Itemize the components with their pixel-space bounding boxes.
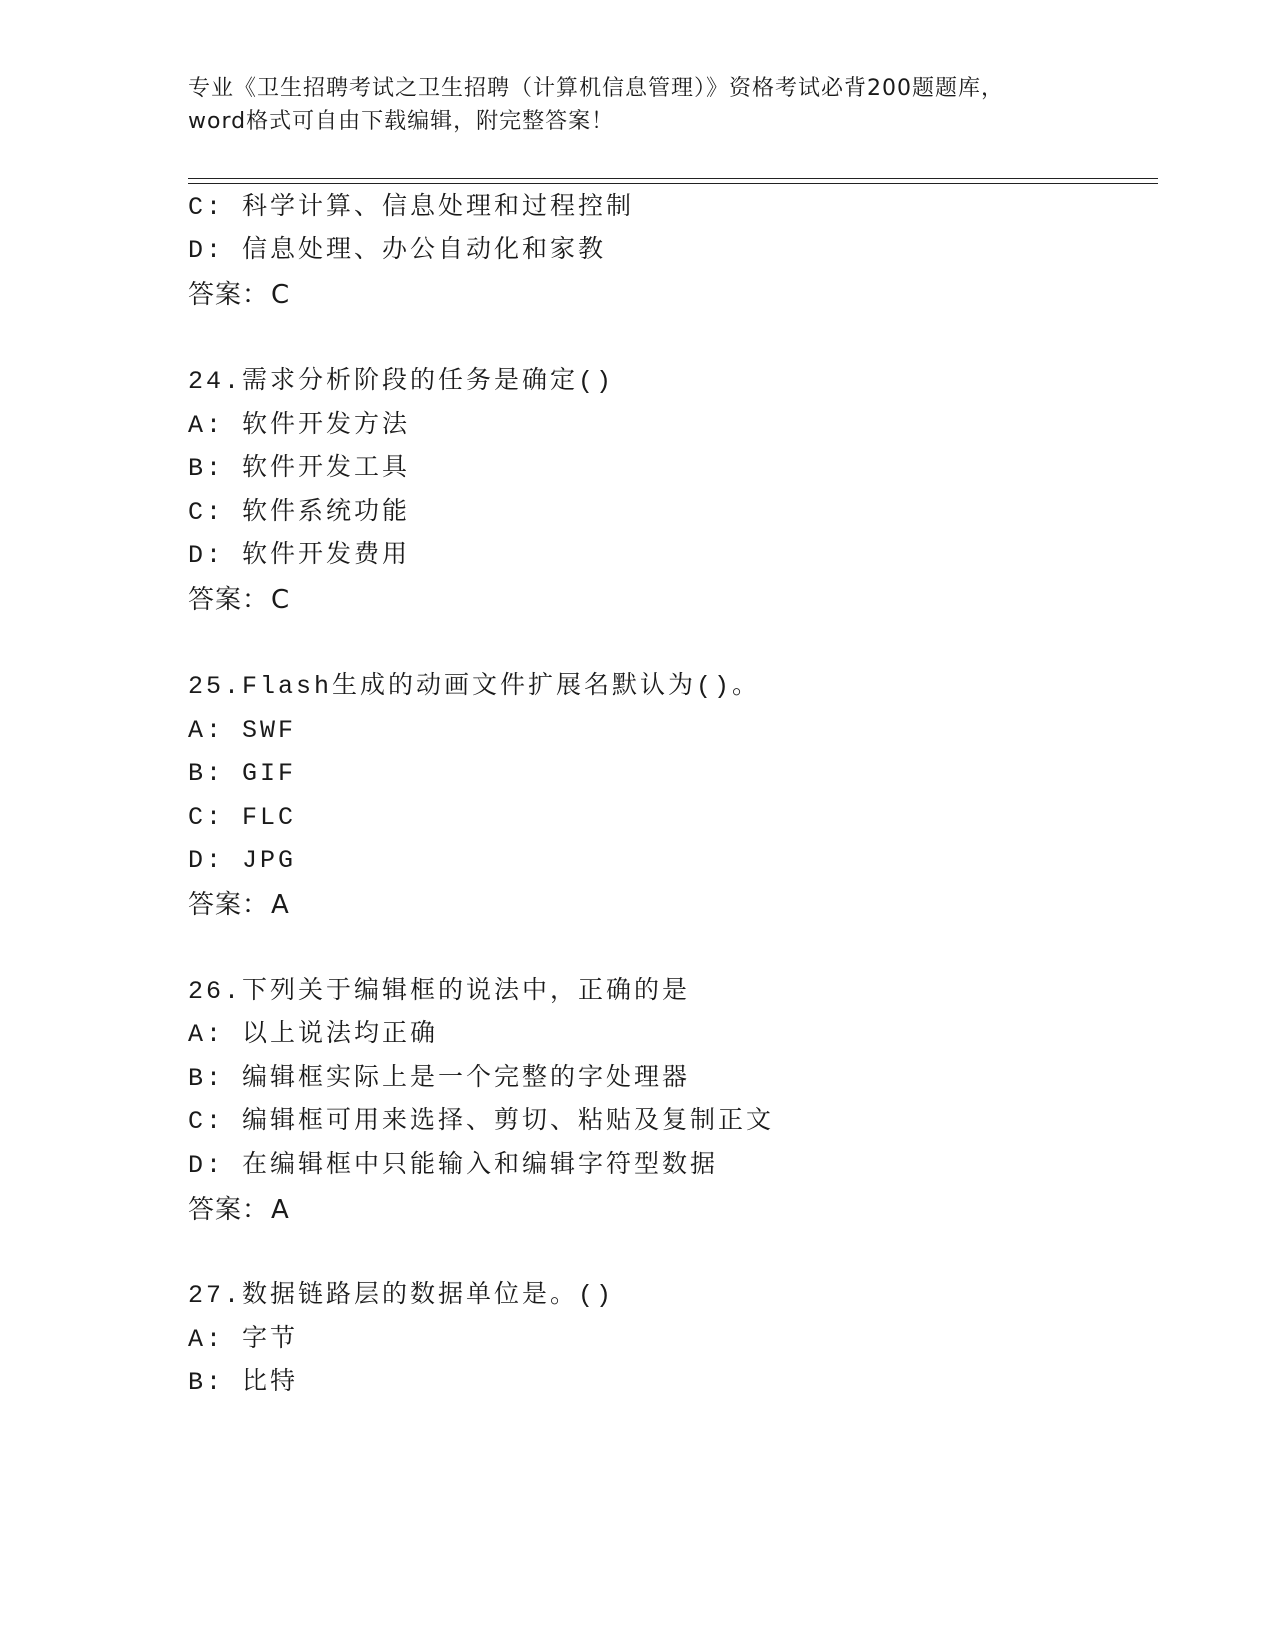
q27-option-b: B: 比特 [188,1368,299,1397]
q23-option-c: C: 科学计算、信息处理和过程控制 [188,193,635,222]
q27-option-a: A: 字节 [188,1325,299,1354]
answer-value: C [271,585,291,615]
q26-option-a: A: 以上说法均正确 [188,1020,439,1049]
q24-option-b: B: 软件开发工具 [188,454,411,483]
q26-option-d: D: 在编辑框中只能输入和编辑字符型数据 [188,1151,719,1180]
title-line-2: word格式可自由下载编辑，附完整答案！ [188,109,615,134]
q27-question: 27.数据链路层的数据单位是。() [188,1281,615,1310]
q25-question: 25.Flash生成的动画文件扩展名默认为()。 [188,672,761,701]
q26-question: 26.下列关于编辑框的说法中，正确的是 [188,977,691,1006]
answer-label: 答案： [188,585,270,615]
q23-option-d: D: 信息处理、办公自动化和家教 [188,236,607,265]
header-divider-top [188,178,1158,179]
q26-option-b: B: 编辑框实际上是一个完整的字处理器 [188,1064,691,1093]
q26-answer [188,1195,290,1225]
q25-option-a: A: SWF [188,716,297,745]
q25-option-d: D: JPG [188,846,297,875]
q24-answer [188,585,290,615]
answer-value: A [271,1195,290,1225]
title-line-1: 专业《卫生招聘考试之卫生招聘（计算机信息管理）》资格考试必背200题题库， [188,76,1004,101]
header-divider-bottom [188,183,1158,184]
q25-option-c: C: FLC [188,803,297,832]
q25-answer [188,890,290,920]
q23-answer [188,280,290,310]
answer-value: C [271,280,291,310]
q24-option-c: C: 软件系统功能 [188,498,411,527]
q24-option-d: D: 软件开发费用 [188,541,411,570]
answer-value: A [271,890,290,920]
answer-label: 答案： [188,890,270,920]
answer-label: 答案： [188,280,270,310]
document-title [188,72,1088,138]
q25-option-b: B: GIF [188,759,297,788]
answer-label: 答案： [188,1195,270,1225]
q24-option-a: A: 软件开发方法 [188,411,411,440]
q26-option-c: C: 编辑框可用来选择、剪切、粘贴及复制正文 [188,1107,775,1136]
q24-question: 24.需求分析阶段的任务是确定() [188,367,615,396]
